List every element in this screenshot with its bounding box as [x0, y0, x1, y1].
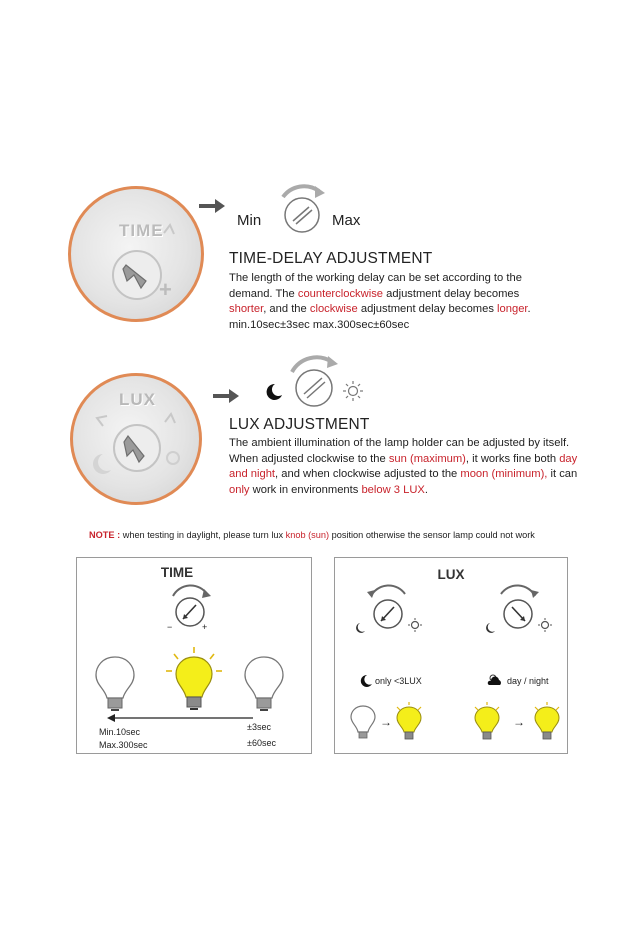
- lux-panel-dial-sun-icon: [479, 582, 557, 640]
- max-value-line-2: ±60sec: [247, 738, 276, 748]
- bulb-off-icon: [93, 654, 137, 714]
- time-delay-description: [229, 271, 569, 333]
- bulb-on-icon: [531, 702, 563, 744]
- max-label: Max: [332, 212, 361, 229]
- time-dial-knob-icon: [71, 189, 201, 319]
- max-value-line-1: ±3sec: [247, 722, 271, 732]
- lux-dial-label: LUX: [119, 390, 156, 409]
- time-panel-title: TIME: [160, 565, 194, 580]
- time-dial-label: TIME: [119, 221, 164, 240]
- time-line-2: demand. The counterclockwise adjustment delay becomes: [229, 287, 520, 300]
- day-night-label: day / night: [507, 676, 549, 686]
- lux-arrow-1: →: [380, 715, 392, 729]
- note-label: NOTE :: [89, 530, 121, 540]
- sun-icon: [342, 380, 364, 402]
- bulb-on-icon: [164, 646, 224, 718]
- time-range-arrow-icon: [107, 713, 255, 723]
- lux-panel-dial-moon-icon: [349, 582, 427, 640]
- min-value-line-1: Min.10sec: [99, 727, 141, 737]
- lux-line-3: and night, and when clockwise adjusted to the moon (minimum), it can: [229, 468, 578, 480]
- bulb-off-icon: [349, 704, 377, 744]
- time-line-1: The length of the working delay can be set according to the: [229, 272, 522, 284]
- arrow-right-icon: [199, 199, 225, 213]
- time-panel: [76, 557, 312, 754]
- lux-description: [229, 436, 589, 498]
- lux-adjustment-heading: LUX ADJUSTMENT: [229, 416, 370, 433]
- moon-icon: [359, 674, 373, 688]
- time-dial-plus: +: [159, 277, 172, 302]
- min-label: Min: [237, 212, 262, 229]
- time-rotate-dial-icon: [275, 183, 329, 237]
- time-delay-heading: TIME-DELAY ADJUSTMENT: [229, 250, 433, 267]
- lux-line-1: The ambient illumination of the lamp holder can be adjusted by itself.: [229, 437, 570, 449]
- lux-panel-title: LUX: [437, 567, 465, 582]
- note-line: NOTE : when testing in daylight, please turn lux knob (sun) position otherwise the sensor lamp could not work: [89, 530, 535, 540]
- arrow-right-icon: [213, 389, 239, 403]
- lux-dial-photo: [70, 373, 202, 505]
- min-value-line-2: Max.300sec: [99, 740, 148, 750]
- lux-rotate-dial-icon: [286, 354, 342, 410]
- moon-icon: [265, 383, 283, 401]
- time-dial-photo: [68, 186, 204, 322]
- time-panel-minus: −: [167, 622, 173, 632]
- time-panel-plus: +: [202, 622, 208, 632]
- bulb-off-icon: [242, 654, 286, 714]
- time-line-4: min.10sec±3sec max.300sec±60sec: [229, 318, 410, 331]
- bulb-on-icon: [393, 702, 425, 744]
- bulb-on-icon: [471, 702, 503, 744]
- lux-arrow-2: →: [513, 715, 525, 729]
- lux-panel: [334, 557, 568, 754]
- lux-line-4: only work in environments below 3 LUX.: [229, 483, 428, 496]
- lux-dial-knob-icon: [73, 376, 199, 502]
- lux-line-2: When adjusted clockwise to the sun (maximum), it works fine both day: [229, 452, 578, 465]
- cloud-sun-icon: [485, 672, 503, 686]
- only-3lux-label: only <3LUX: [375, 676, 422, 686]
- time-line-3: shorter, and the clockwise adjustment delay becomes longer.: [229, 303, 531, 315]
